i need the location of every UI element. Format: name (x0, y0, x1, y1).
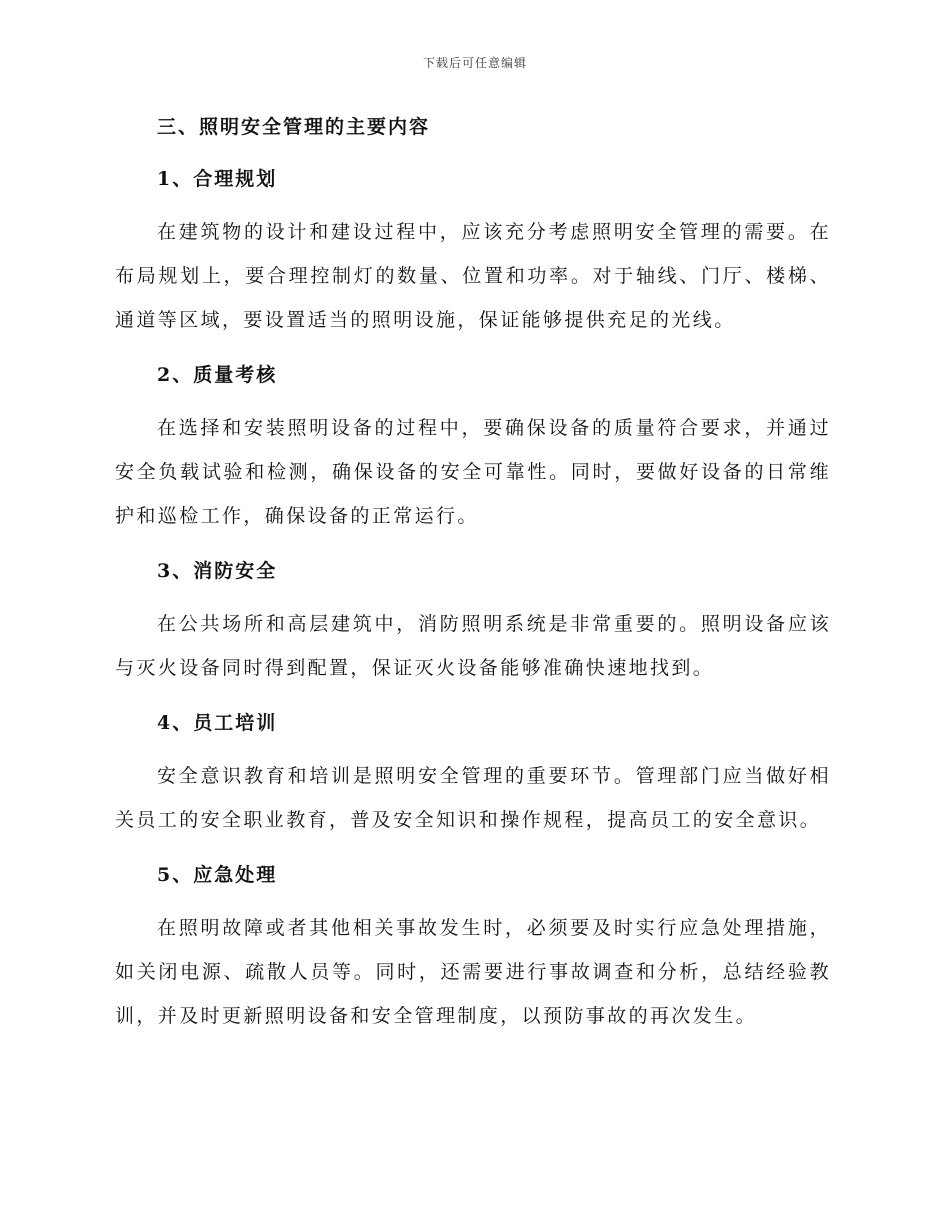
section-paragraph-1: 在建筑物的设计和建设过程中，应该充分考虑照明安全管理的需要。在布局规划上，要合理控制灯的数量、位置和功率。对于轴线、门厅、楼梯、通道等区域，要设置适当的照明设施，保证能够提供充足的光线。 (115, 221, 831, 331)
section-heading-1: 1、合理规划 (157, 168, 278, 190)
section-paragraph-2: 在选择和安装照明设备的过程中，要确保设备的质量符合要求，并通过安全负载试验和检测，确保设备的安全可靠性。同时，要做好设备的日常维护和巡检工作，确保设备的正常运行。 (115, 417, 831, 527)
header-note: 下载后可任意编辑 (422, 56, 527, 70)
section-heading-4: 4、员工培训 (157, 712, 278, 734)
section-heading-5: 5、应急处理 (157, 864, 278, 886)
section-paragraph-3: 在公共场所和高层建筑中，消防照明系统是非常重要的。照明设备应该与灭火设备同时得到配置，保证灭火设备能够准确快速地找到。 (115, 613, 831, 679)
section-paragraph-5: 在照明故障或者其他相关事故发生时，必须要及时实行应急处理措施，如关闭电源、疏散人员等。同时，还需要进行事故调查和分析，总结经验教训，并及时更新照明设备和安全管理制度，以预防事故的再次发生。 (115, 917, 831, 1027)
section-heading-3: 3、消防安全 (157, 560, 278, 582)
document-body (115, 108, 831, 1038)
section-heading-2: 2、质量考核 (157, 364, 278, 386)
main-heading: 三、照明安全管理的主要内容 (157, 116, 431, 138)
section-paragraph-4: 安全意识教育和培训是照明安全管理的重要环节。管理部门应当做好相关员工的安全职业教育，普及安全知识和操作规程，提高员工的安全意识。 (115, 765, 831, 831)
